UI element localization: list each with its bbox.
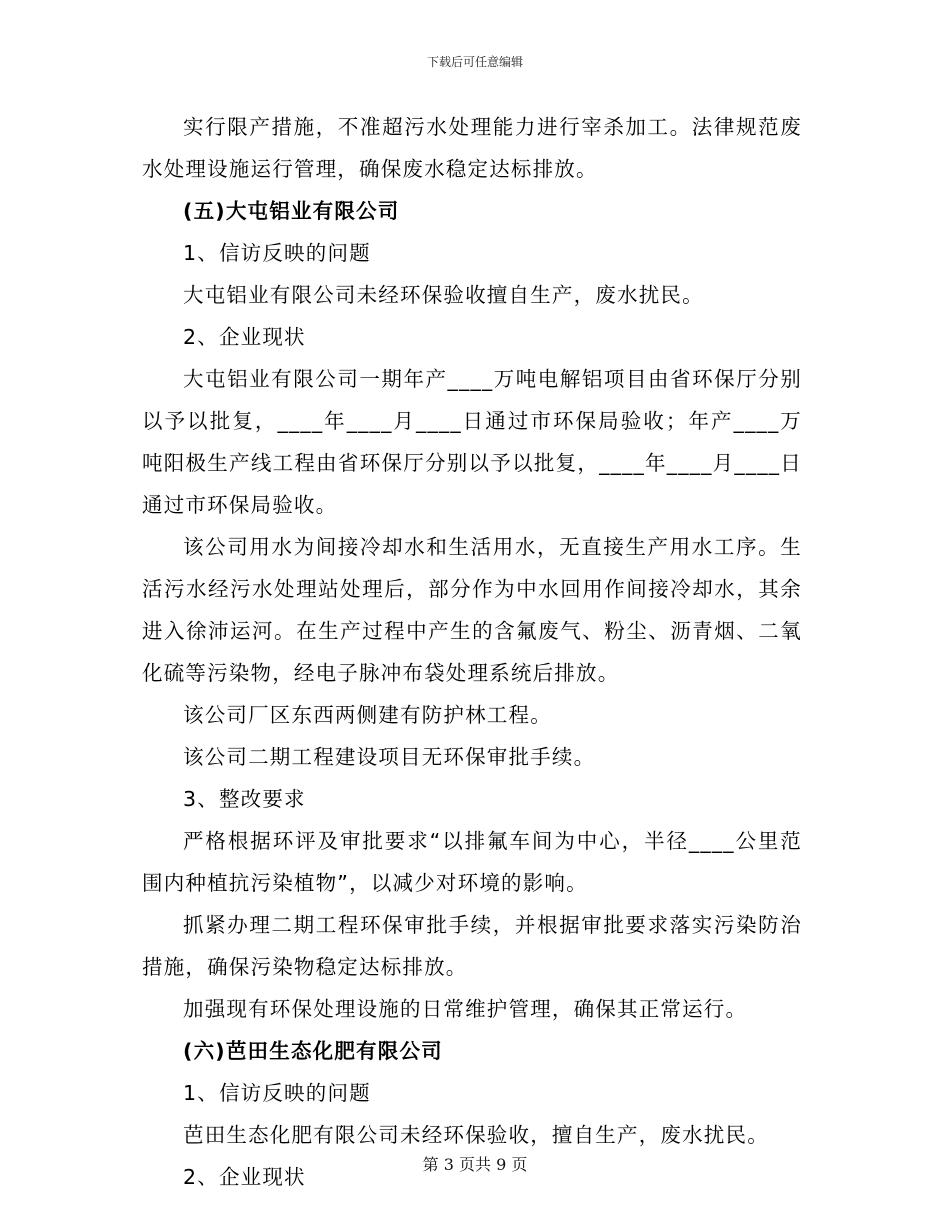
paragraph: 严格根据环评及审批要求“以排氟车间为中心，半径____公里范围内种植抗污染植物”，以减少对环境的影响。 [142, 829, 802, 895]
subheading: 1、信访反映的问题 [183, 1081, 371, 1105]
paragraph: 该公司用水为间接冷却水和生活用水，无直接生产用水工序。生活污水经污水处理站处理后，部分作为中水回用作间接冷却水，其余进入徐沛运河。在生产过程中产生的含氟废气、粉尘、沥青烟、二氧化硫等污染物，经电子脉冲布袋处理系统后排放。 [142, 535, 802, 685]
paragraph: 大屯铝业有限公司未经环保验收擅自生产，废水扰民。 [183, 283, 704, 307]
page-header: 下载后可任意编辑 [426, 55, 523, 69]
paragraph: 实行限产措施，不准超污水处理能力进行宰杀加工。法律规范废水处理设施运行管理，确保废水稳定达标排放。 [142, 115, 802, 181]
section-heading: (六)芭田生态化肥有限公司 [183, 1039, 443, 1063]
paragraph: 芭田生态化肥有限公司未经环保验收，擅自生产，废水扰民。 [183, 1123, 769, 1147]
paragraph: 大屯铝业有限公司一期年产____万吨电解铝项目由省环保厅分别以予以批复，____年____月____日通过市环保局验收；年产____万吨阳极生产线工程由省环保厅分别以予以批复，____年____月____日通过市环保局验收。 [142, 367, 802, 517]
paragraph: 抓紧办理二期工程环保审批手续，并根据审批要求落实污染防治措施，确保污染物稳定达标排放。 [142, 913, 802, 979]
subheading: 2、企业现状 [183, 1165, 306, 1189]
page-footer: 第 3 页共 9 页 [422, 1155, 528, 1174]
section-heading: (五)大屯铝业有限公司 [183, 199, 400, 223]
document-body [142, 106, 802, 1198]
subheading: 1、信访反映的问题 [183, 241, 371, 265]
subheading: 3、整改要求 [183, 787, 306, 811]
paragraph: 加强现有环保处理设施的日常维护管理，确保其正常运行。 [183, 997, 748, 1021]
subheading: 2、企业现状 [183, 325, 306, 349]
paragraph: 该公司厂区东西两侧建有防护林工程。 [183, 703, 552, 727]
paragraph: 该公司二期工程建设项目无环保审批手续。 [183, 745, 596, 769]
